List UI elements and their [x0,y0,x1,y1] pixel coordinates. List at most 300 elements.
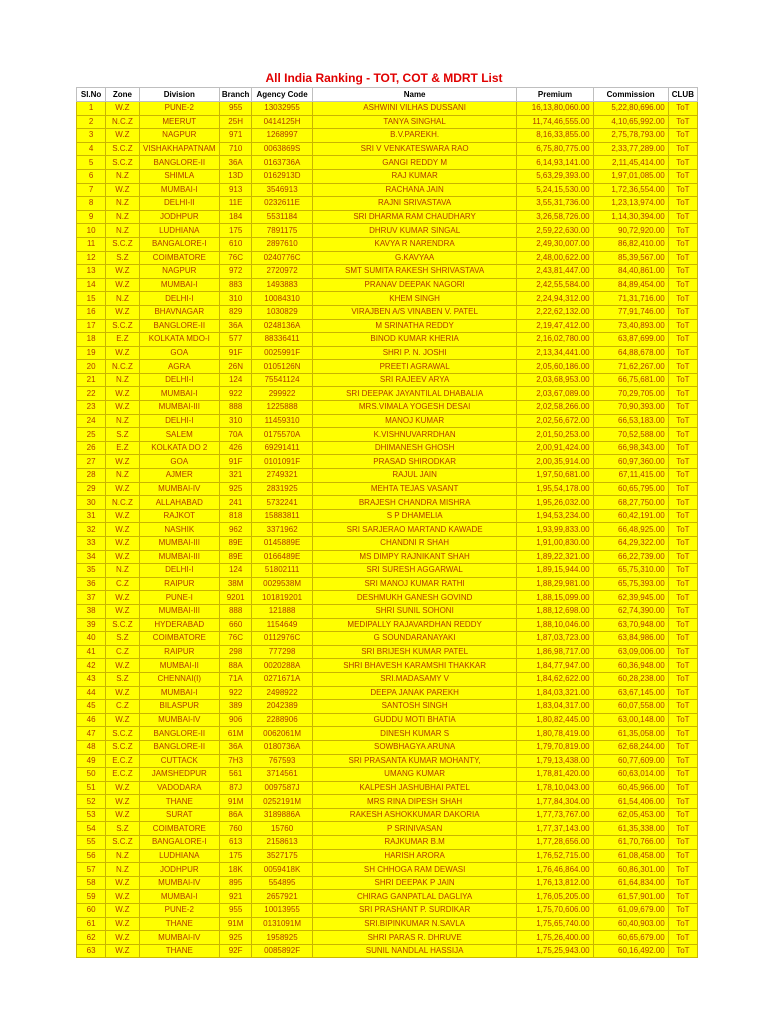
cell-division: BANGALORE-I [139,237,219,251]
cell-commission: 64,88,678.00 [593,346,668,360]
cell-name: VIRAJBEN A/S VINABEN V. PATEL [312,305,517,319]
cell-name: MRS RINA DIPESH SHAH [312,795,517,809]
cell-zone: S.Z [106,672,139,686]
cell-division: MUMBAI-I [139,686,219,700]
cell-slno: 50 [77,768,106,782]
cell-slno: 2 [77,115,106,129]
cell-division: MEERUT [139,115,219,129]
cell-commission: 61,54,406.00 [593,795,668,809]
cell-name: M SRINATHA REDDY [312,319,517,333]
cell-name: UMANG KUMAR [312,768,517,782]
cell-premium: 2,24,94,312.00 [517,292,593,306]
cell-premium: 1,95,54,178.00 [517,482,593,496]
cell-division: JODHPUR [139,210,219,224]
cell-slno: 47 [77,727,106,741]
cell-branch: 955 [219,102,251,116]
cell-commission: 60,16,492.00 [593,944,668,958]
cell-name: SRI SURESH AGGARWAL [312,564,517,578]
cell-commission: 4,10,65,992.00 [593,115,668,129]
cell-name: SMT SUMITA RAKESH SHRIVASTAVA [312,265,517,279]
table-row [77,441,698,455]
cell-club: ToT [668,604,697,618]
cell-premium: 2,00,35,914.00 [517,455,593,469]
cell-branch: 561 [219,768,251,782]
cell-slno: 53 [77,808,106,822]
cell-commission: 70,52,588.00 [593,428,668,442]
cell-zone: W.Z [106,890,139,904]
cell-commission: 66,75,681.00 [593,373,668,387]
table-row [77,360,698,374]
cell-division: DELHI-I [139,414,219,428]
cell-branch: 18K [219,863,251,877]
cell-name: S P DHAMELIA [312,509,517,523]
table-row [77,808,698,822]
header-agency-code: Agency Code [252,88,313,102]
cell-name: SRI V VENKATESWARA RAO [312,142,517,156]
cell-name: BINOD KUMAR KHERIA [312,333,517,347]
cell-club: ToT [668,904,697,918]
cell-slno: 8 [77,197,106,211]
table-row [77,373,698,387]
cell-premium: 2,42,55,584.00 [517,278,593,292]
cell-premium: 11,74,46,555.00 [517,115,593,129]
cell-zone: N.Z [106,373,139,387]
cell-name: RAKESH ASHOKKUMAR DAKORIA [312,808,517,822]
cell-slno: 63 [77,944,106,958]
cell-name: B.V.PAREKH. [312,129,517,143]
cell-branch: 71A [219,672,251,686]
cell-commission: 60,40,903.00 [593,917,668,931]
cell-agency-code: 0232611E [252,197,313,211]
cell-slno: 61 [77,917,106,931]
cell-premium: 1,79,70,819.00 [517,740,593,754]
cell-division: BANGLORE-II [139,740,219,754]
cell-branch: 91F [219,346,251,360]
cell-agency-code: 11459310 [252,414,313,428]
cell-name: RAJUL JAIN [312,469,517,483]
cell-slno: 52 [77,795,106,809]
cell-slno: 40 [77,632,106,646]
cell-club: ToT [668,387,697,401]
cell-division: PUNE-I [139,591,219,605]
cell-agency-code: 0180736A [252,740,313,754]
cell-branch: 922 [219,387,251,401]
cell-commission: 1,97,01,085.00 [593,169,668,183]
cell-commission: 63,00,148.00 [593,713,668,727]
cell-division: PUNE-2 [139,904,219,918]
cell-premium: 2,43,81,447.00 [517,265,593,279]
cell-commission: 66,48,925.00 [593,523,668,537]
cell-division: AJMER [139,469,219,483]
cell-name: SHRI P. N. JOSHI [312,346,517,360]
cell-club: ToT [668,523,697,537]
cell-name: SRI.BIPINKUMAR N.SAVLA [312,917,517,931]
cell-name: SHRI BHAVESH KARAMSHI THAKKAR [312,659,517,673]
cell-division: COIMBATORE [139,822,219,836]
cell-name: MRS.VIMALA YOGESH DESAI [312,401,517,415]
cell-agency-code: 767593 [252,754,313,768]
cell-name: SH CHHOGA RAM DEWASI [312,863,517,877]
cell-zone: W.Z [106,401,139,415]
cell-slno: 25 [77,428,106,442]
cell-club: ToT [668,197,697,211]
cell-name: SRI DEEPAK JAYANTILAL DHABALIA [312,387,517,401]
cell-branch: 895 [219,876,251,890]
cell-commission: 60,65,795.00 [593,482,668,496]
cell-branch: 175 [219,849,251,863]
table-row [77,604,698,618]
cell-division: DELHI-II [139,197,219,211]
cell-zone: W.Z [106,795,139,809]
cell-division: CUTTACK [139,754,219,768]
cell-commission: 60,36,948.00 [593,659,668,673]
cell-name: PREETI AGRAWAL [312,360,517,374]
cell-commission: 71,31,716.00 [593,292,668,306]
table-row [77,265,698,279]
table-body [77,102,698,958]
cell-commission: 60,42,191.00 [593,509,668,523]
cell-branch: 925 [219,931,251,945]
cell-zone: W.Z [106,944,139,958]
table-row [77,849,698,863]
cell-name: SRI DHARMA RAM CHAUDHARY [312,210,517,224]
cell-branch: 883 [219,278,251,292]
cell-branch: 760 [219,822,251,836]
cell-commission: 5,22,80,696.00 [593,102,668,116]
cell-zone: W.Z [106,387,139,401]
cell-name: HARISH ARORA [312,849,517,863]
cell-slno: 22 [77,387,106,401]
cell-commission: 60,45,966.00 [593,781,668,795]
cell-zone: C.Z [106,700,139,714]
cell-agency-code: 75541124 [252,373,313,387]
cell-division: MUMBAI-III [139,604,219,618]
cell-commission: 60,28,238.00 [593,672,668,686]
cell-zone: E.C.Z [106,754,139,768]
table-row [77,876,698,890]
cell-division: SHIMLA [139,169,219,183]
cell-name: BRAJESH CHANDRA MISHRA [312,496,517,510]
cell-club: ToT [668,849,697,863]
table-row [77,414,698,428]
cell-name: SOWBHAGYA ARUNA [312,740,517,754]
table-row [77,577,698,591]
cell-club: ToT [668,754,697,768]
cell-division: THANE [139,917,219,931]
cell-slno: 15 [77,292,106,306]
cell-zone: S.Z [106,428,139,442]
cell-agency-code: 0063869S [252,142,313,156]
table-row [77,482,698,496]
cell-premium: 1,87,03,723.00 [517,632,593,646]
table-row [77,401,698,415]
cell-premium: 2,03,67,089.00 [517,387,593,401]
cell-commission: 67,11,415.00 [593,469,668,483]
table-row [77,251,698,265]
cell-club: ToT [668,509,697,523]
page-title: All India Ranking - TOT, COT & MDRT List [265,71,503,85]
cell-commission: 64,29,322.00 [593,537,668,551]
cell-branch: 962 [219,523,251,537]
cell-zone: W.Z [106,278,139,292]
cell-commission: 65,75,393.00 [593,577,668,591]
cell-name: MEHTA TEJAS VASANT [312,482,517,496]
cell-agency-code: 0163736A [252,156,313,170]
cell-premium: 1,88,15,099.00 [517,591,593,605]
cell-division: GOA [139,346,219,360]
cell-commission: 77,91,746.00 [593,305,668,319]
cell-division: BANGLORE-II [139,319,219,333]
cell-agency-code: 0131091M [252,917,313,931]
cell-club: ToT [668,129,697,143]
cell-name: GUDDU MOTI BHATIA [312,713,517,727]
cell-slno: 60 [77,904,106,918]
cell-club: ToT [668,169,697,183]
cell-zone: E.Z [106,441,139,455]
cell-commission: 61,57,901.00 [593,890,668,904]
cell-agency-code: 0020288A [252,659,313,673]
cell-club: ToT [668,482,697,496]
table-row [77,224,698,238]
cell-zone: S.Z [106,251,139,265]
table-row [77,346,698,360]
cell-branch: 921 [219,890,251,904]
cell-zone: S.Z [106,822,139,836]
cell-zone: W.Z [106,305,139,319]
cell-slno: 3 [77,129,106,143]
table-row [77,659,698,673]
cell-commission: 2,33,77,289.00 [593,142,668,156]
cell-club: ToT [668,686,697,700]
cell-premium: 1,80,82,445.00 [517,713,593,727]
cell-zone: W.Z [106,482,139,496]
cell-division: SALEM [139,428,219,442]
table-row [77,428,698,442]
cell-premium: 1,76,46,864.00 [517,863,593,877]
cell-agency-code: 69291411 [252,441,313,455]
cell-branch: 829 [219,305,251,319]
cell-zone: N.Z [106,863,139,877]
cell-premium: 2,48,00,622.00 [517,251,593,265]
cell-division: MUMBAI-I [139,278,219,292]
table-row [77,645,698,659]
cell-branch: 906 [219,713,251,727]
cell-slno: 57 [77,863,106,877]
cell-slno: 30 [77,496,106,510]
cell-premium: 2,59,22,630.00 [517,224,593,238]
cell-branch: 87J [219,781,251,795]
cell-branch: 175 [219,224,251,238]
cell-agency-code: 0175570A [252,428,313,442]
cell-division: RAIPUR [139,577,219,591]
cell-agency-code: 51802111 [252,564,313,578]
cell-division: BILASPUR [139,700,219,714]
cell-division: BANGALORE-I [139,836,219,850]
cell-slno: 55 [77,836,106,850]
cell-club: ToT [668,251,697,265]
cell-club: ToT [668,333,697,347]
cell-branch: 13D [219,169,251,183]
cell-premium: 1,77,28,656.00 [517,836,593,850]
cell-name: SANTOSH SINGH [312,700,517,714]
cell-division: KOLKATA MDO-I [139,333,219,347]
table-row [77,169,698,183]
cell-club: ToT [668,795,697,809]
cell-name: GANGI REDDY M [312,156,517,170]
cell-premium: 2,16,02,780.00 [517,333,593,347]
table-row [77,102,698,116]
cell-premium: 1,75,25,943.00 [517,944,593,958]
table-row [77,904,698,918]
cell-name: SRI PRASHANT P. SURDIKAR [312,904,517,918]
cell-agency-code: 2288906 [252,713,313,727]
cell-premium: 2,13,34,441.00 [517,346,593,360]
cell-agency-code: 10084310 [252,292,313,306]
cell-branch: 389 [219,700,251,714]
cell-branch: 710 [219,142,251,156]
cell-division: ALLAHABAD [139,496,219,510]
cell-branch: 38M [219,577,251,591]
cell-division: KOLKATA DO 2 [139,441,219,455]
cell-premium: 1,83,04,317.00 [517,700,593,714]
cell-agency-code: 0097587J [252,781,313,795]
cell-slno: 29 [77,482,106,496]
cell-zone: S.C.Z [106,740,139,754]
cell-branch: 922 [219,686,251,700]
cell-commission: 66,98,343.00 [593,441,668,455]
cell-name: CHANDNI R SHAH [312,537,517,551]
cell-division: COIMBATORE [139,632,219,646]
cell-club: ToT [668,890,697,904]
cell-club: ToT [668,469,697,483]
cell-zone: S.C.Z [106,727,139,741]
cell-club: ToT [668,944,697,958]
cell-branch: 61M [219,727,251,741]
cell-zone: W.Z [106,713,139,727]
header-name: Name [312,88,517,102]
cell-name: SRI.MADASAMY V [312,672,517,686]
cell-agency-code: 3714561 [252,768,313,782]
cell-club: ToT [668,645,697,659]
cell-name: P SRINIVASAN [312,822,517,836]
cell-branch: 91F [219,455,251,469]
cell-agency-code: 0248136A [252,319,313,333]
cell-club: ToT [668,455,697,469]
cell-slno: 62 [77,931,106,945]
cell-zone: C.Z [106,577,139,591]
cell-agency-code: 3527175 [252,849,313,863]
cell-premium: 1,77,84,304.00 [517,795,593,809]
cell-commission: 71,62,267.00 [593,360,668,374]
cell-agency-code: 15883811 [252,509,313,523]
cell-agency-code: 2657921 [252,890,313,904]
cell-club: ToT [668,265,697,279]
cell-branch: 971 [219,129,251,143]
cell-agency-code: 777298 [252,645,313,659]
cell-commission: 61,70,766.00 [593,836,668,850]
cell-premium: 1,77,73,767.00 [517,808,593,822]
cell-agency-code: 1225888 [252,401,313,415]
table-row [77,672,698,686]
cell-division: DELHI-I [139,292,219,306]
cell-division: MUMBAI-I [139,183,219,197]
cell-premium: 5,24,15,530.00 [517,183,593,197]
cell-zone: W.Z [106,509,139,523]
cell-division: JAMSHEDPUR [139,768,219,782]
cell-zone: S.C.Z [106,618,139,632]
cell-slno: 11 [77,237,106,251]
cell-club: ToT [668,142,697,156]
cell-division: MUMBAI-IV [139,931,219,945]
cell-premium: 1,76,52,715.00 [517,849,593,863]
cell-zone: W.Z [106,455,139,469]
cell-slno: 5 [77,156,106,170]
cell-agency-code: 0271671A [252,672,313,686]
cell-commission: 61,64,834.00 [593,876,668,890]
table-row [77,618,698,632]
cell-club: ToT [668,305,697,319]
cell-zone: W.Z [106,931,139,945]
cell-premium: 1,91,00,830.00 [517,537,593,551]
cell-premium: 1,84,62,622.00 [517,672,593,686]
cell-name: PRASAD SHIRODKAR [312,455,517,469]
cell-commission: 63,87,699.00 [593,333,668,347]
cell-name: TANYA SINGHAL [312,115,517,129]
cell-name: SRI RAJEEV ARYA [312,373,517,387]
cell-club: ToT [668,740,697,754]
cell-commission: 60,86,301.00 [593,863,668,877]
cell-division: VADODARA [139,781,219,795]
cell-branch: 955 [219,904,251,918]
cell-branch: 426 [219,441,251,455]
cell-division: BHAVNAGAR [139,305,219,319]
table-row [77,727,698,741]
cell-branch: 36A [219,740,251,754]
cell-name: RAJ KUMAR [312,169,517,183]
cell-premium: 2,49,30,007.00 [517,237,593,251]
cell-premium: 1,76,13,812.00 [517,876,593,890]
cell-premium: 1,76,05,205.00 [517,890,593,904]
cell-commission: 63,84,986.00 [593,632,668,646]
cell-club: ToT [668,210,697,224]
header-premium: Premium [517,88,593,102]
cell-division: THANE [139,795,219,809]
cell-zone: S.C.Z [106,142,139,156]
cell-branch: 91M [219,917,251,931]
cell-club: ToT [668,822,697,836]
cell-division: NAGPUR [139,265,219,279]
cell-commission: 2,11,45,414.00 [593,156,668,170]
table-row [77,740,698,754]
cell-agency-code: 5531184 [252,210,313,224]
cell-zone: E.C.Z [106,768,139,782]
table-row [77,210,698,224]
cell-commission: 60,77,609.00 [593,754,668,768]
cell-branch: 7H3 [219,754,251,768]
cell-club: ToT [668,537,697,551]
cell-agency-code: 1958925 [252,931,313,945]
cell-zone: C.Z [106,645,139,659]
cell-zone: N.Z [106,414,139,428]
cell-club: ToT [668,808,697,822]
table-row [77,632,698,646]
cell-club: ToT [668,237,697,251]
cell-division: DELHI-I [139,564,219,578]
cell-branch: 925 [219,482,251,496]
table-row [77,564,698,578]
cell-premium: 2,05,60,186.00 [517,360,593,374]
cell-name: KHEM SINGH [312,292,517,306]
